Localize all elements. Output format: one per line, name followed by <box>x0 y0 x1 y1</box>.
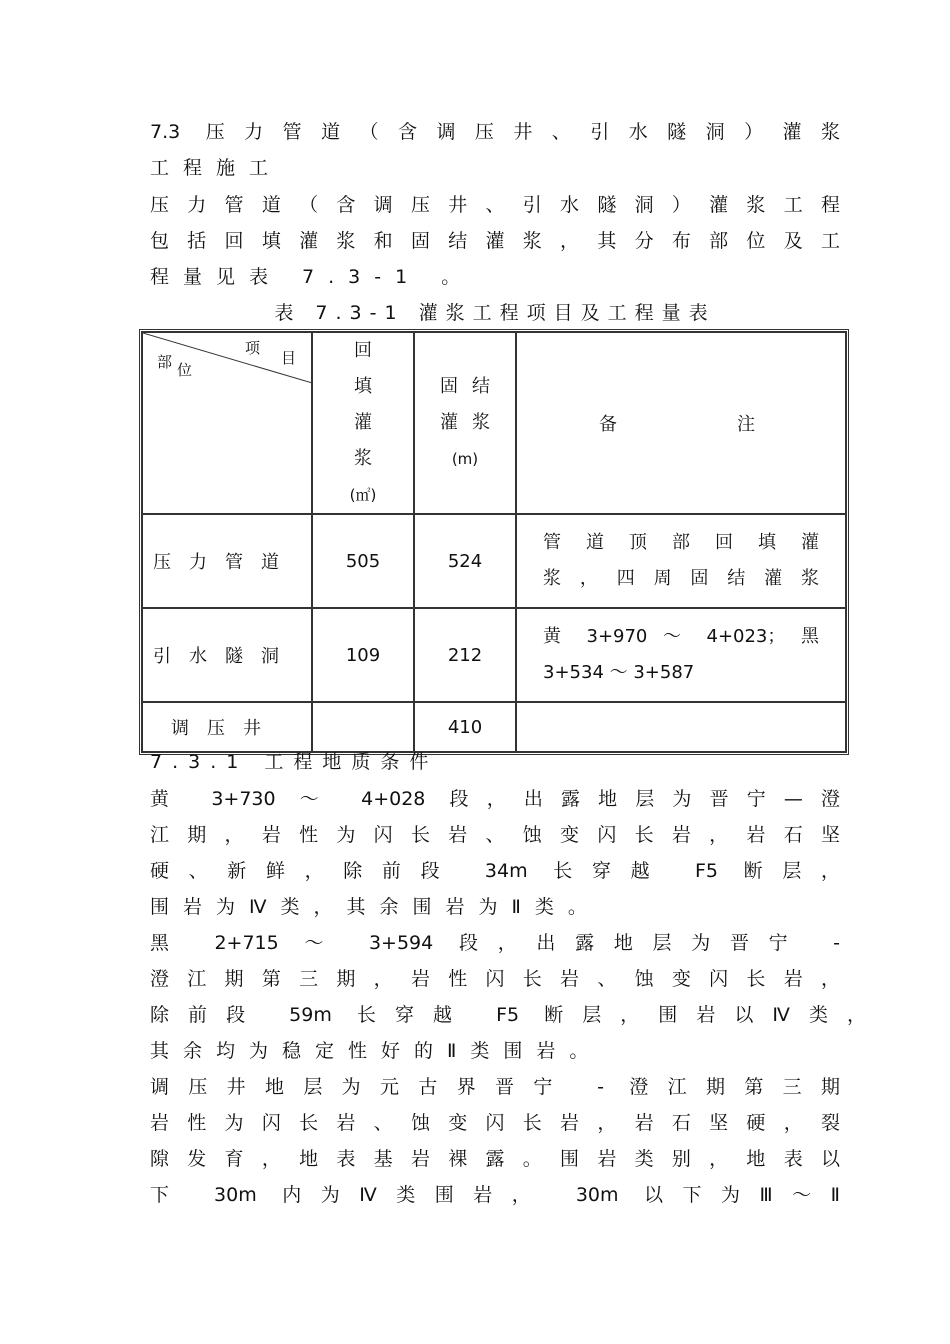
row-note: 黄 3+970 ～ 4+023； 黑 3+534 ～ 3+587 <box>516 608 846 702</box>
table-header-row <box>142 332 846 514</box>
row-note <box>516 702 846 752</box>
row-backfill-value <box>312 702 414 752</box>
intro-line: 程量见表 7.3-1 。 <box>150 266 475 288</box>
body-line: 隙发育，地表基岩裸露。围岩类别，地表以 <box>150 1148 840 1170</box>
body-line: 其余均为稳定性好的Ⅱ类围岩。 <box>150 1040 603 1062</box>
row-consolidation-value: 410 <box>414 702 516 752</box>
header-backfill-grouting: 回 填 灌 浆 (㎡) <box>312 332 414 514</box>
grouting-quantity-table <box>139 329 849 755</box>
row-note: 管道顶部回填灌 浆，四周固结灌浆 <box>516 514 846 608</box>
corner-header-cell <box>142 332 312 514</box>
row-backfill-value: 505 <box>312 514 414 608</box>
unit-label: (m) <box>451 450 479 468</box>
body-line: 调压井地层为元古界晋宁 - 澄江期第三期 <box>150 1076 840 1098</box>
table-row <box>142 608 846 702</box>
corner-label: 目 <box>281 349 297 367</box>
table-row <box>142 702 846 752</box>
body-line: 黑 2+715 ～ 3+594 段，出露地层为晋宁 - <box>150 932 840 954</box>
intro-line: 压力管道（含调压井、引水隧洞）灌浆工程 <box>150 194 840 216</box>
section-heading-continued: 工程施工 <box>150 157 283 179</box>
intro-line: 包括回填灌浆和固结灌浆，其分布部位及工 <box>150 230 840 252</box>
row-consolidation-value: 212 <box>414 608 516 702</box>
row-part: 压力管道 <box>142 514 312 608</box>
body-line: 江期，岩性为闪长岩、蚀变闪长岩，岩石坚 <box>150 824 840 846</box>
subsection-heading: 7.3.1 工程地质条件 <box>150 751 439 773</box>
row-backfill-value: 109 <box>312 608 414 702</box>
corner-label: 部 <box>157 353 173 371</box>
corner-label: 位 <box>177 361 193 379</box>
section-heading: 7.3 压力管道（含调压井、引水隧洞）灌浆 <box>150 121 840 143</box>
body-line: 黄 3+730 ～ 4+028 段，出露地层为晋宁—澄 <box>150 788 840 810</box>
body-line: 下 30m 内为Ⅳ类围岩， 30m 以下为Ⅲ～Ⅱ <box>150 1184 840 1206</box>
unit-label: (㎡) <box>349 486 377 504</box>
body-line: 除前段 59m 长穿越 F5 断层，围岩以Ⅳ类， <box>150 1004 866 1026</box>
table-row <box>142 514 846 608</box>
row-part: 引水隧洞 <box>142 608 312 702</box>
corner-label: 项 <box>245 339 261 357</box>
table-caption: 表 7.3-1 灌浆工程项目及工程量表 <box>274 302 716 324</box>
body-line: 围岩为Ⅳ类，其余围岩为Ⅱ类。 <box>150 896 601 918</box>
body-line: 澄江期第三期，岩性闪长岩、蚀变闪长岩， <box>150 968 840 990</box>
header-consolidation-grouting: 固结 灌浆 (m) <box>414 332 516 514</box>
row-consolidation-value: 524 <box>414 514 516 608</box>
row-part: 调压井 <box>142 702 312 752</box>
header-remarks: 备 注 <box>516 332 846 514</box>
body-line: 硬、新鲜，除前段 34m 长穿越 F5 断层， <box>150 860 840 882</box>
body-line: 岩性为闪长岩、蚀变闪长岩，岩石坚硬，裂 <box>150 1112 840 1134</box>
